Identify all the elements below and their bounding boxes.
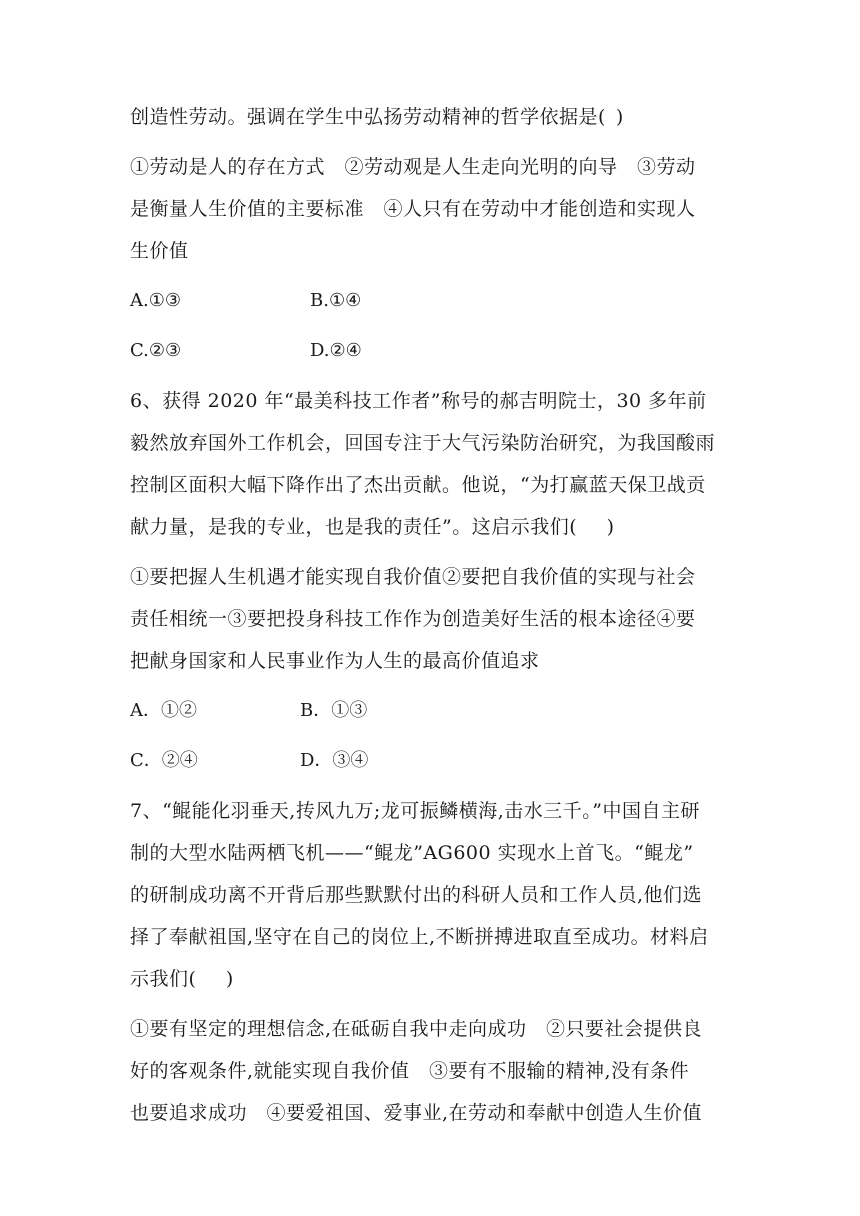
q7-statement-line: 好的客观条件,就能实现自我价值 ③要有不服输的精神,没有条件 [130,1060,690,1082]
q6-options-row-2 [130,740,740,782]
q5-options-row-2 [130,330,740,372]
q6-option-b[interactable]: B．①③ [300,700,368,721]
q7-statement-line: 也要追求成功 ④要爱祖国、爱事业,在劳动和奉献中创造人生价值 [130,1102,703,1124]
q6-statement-line: 把献身国家和人民事业作为人生的最高价值追求 [130,650,540,672]
q5-stem-tail: 创造性劳动。强调在学生中弘扬劳动精神的哲学依据是( ) [130,106,624,128]
q6-stem-line: 控制区面积大幅下降作出了杰出贡献。他说，“为打赢蓝天保卫战贡 [130,474,706,496]
q5-option-c[interactable]: C.②③ [130,340,182,361]
q5-statement-line: 是衡量人生价值的主要标准 ④人只有在劳动中才能创造和实现人 [130,198,696,220]
q5-option-b[interactable]: B.①④ [310,290,362,311]
q5-option-d[interactable]: D.②④ [310,340,362,361]
q5-options-row-1 [130,280,740,322]
q6-stem-line: 毅然放弃国外工作机会，回国专注于大气污染防治研究，为我国酸雨 [130,432,716,454]
q6-stem-line: 6、获得 2020 年“最美科技工作者”称号的郝吉明院士，30 多年前 [130,390,707,412]
q7-stem-line: 制的大型水陆两栖飞机——“鲲龙”AG600 实现水上首飞。“鲲龙” [130,842,694,864]
q6-statement-line: 责任相统一③要把投身科技工作作为创造美好生活的根本途径④要 [130,608,696,630]
q6-statement-line: ①要把握人生机遇才能实现自我价值②要把自我价值的实现与社会 [130,566,696,588]
q6-options-row-1 [130,690,740,732]
exam-page [130,96,740,1134]
q7-stem-line: 择了奉献祖国,坚守在自己的岗位上,不断拼搏进取直至成功。材料启 [130,926,709,948]
q5-statement-line: ①劳动是人的存在方式 ②劳动观是人生走向光明的向导 ③劳动 [130,156,696,178]
q5-statement-line: 生价值 [130,240,189,262]
q6-stem-line: 献力量，是我的专业，也是我的责任”。这启示我们( ) [130,516,615,538]
q6-option-d[interactable]: D．③④ [300,750,369,771]
q7-statement-line: ①要有坚定的理想信念,在砥砺自我中走向成功 ②只要社会提供良 [130,1018,703,1040]
q5-option-a[interactable]: A.①③ [130,290,181,311]
q7-stem-line: 示我们( ) [130,968,234,990]
q6-option-a[interactable]: A．①② [130,700,197,721]
q7-stem-line: 7、“鲲能化羽垂天,抟风九万;龙可振鳞横海,击水三千。”中国自主研 [130,800,700,822]
q7-stem-line: 的研制成功离不开背后那些默默付出的科研人员和工作人员,他们选 [130,884,703,906]
q6-option-c[interactable]: C．②④ [130,750,198,771]
